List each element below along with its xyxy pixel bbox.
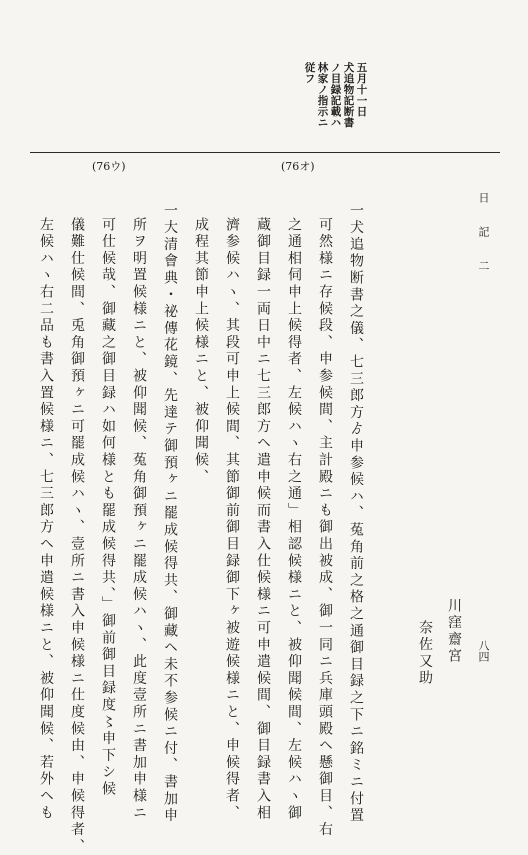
folio-marker-76u: (76ウ) — [92, 160, 126, 173]
body-line-10: 儀難仕候間、兎角御預ヶニ可罷成候ハヽ、壹所ニ書入申候様ニ仕度候由、申候得者、 — [69, 217, 85, 855]
body-line-5: 濟参候ハヽ、其段可申上候間、其節御前御目録御下ヶ被遊候様ニと、申候得者、 — [224, 217, 240, 822]
headnote-col-1: 五月十一日 — [355, 62, 368, 117]
body-line-2: 可然様ニ存候段、申参候間、主計殿ニも御出被成、御一同ニ兵庫頭殿ヘ懸御目、右 — [317, 217, 333, 839]
body-line-1: 一犬追物断書之儀、七三郎方ゟ申参候ハ、菟角前之格之通御目録之下ニ銘ミニ付置 — [348, 203, 364, 825]
body-line-8: 所ヲ明置候様ニと、被仰聞候、菟角御預ヶニ罷成候ハヽ、此度壹所ニ書加申様ニ — [131, 217, 147, 822]
page-number: 八四 — [477, 640, 490, 662]
body-line-11: 左候ハヽ右二品も書入置候様ニ、七三郎方ヘ申遣候様ニと、被仰聞候、若外ヘも — [38, 217, 54, 822]
headnote-col-4: 林家ノ指示ニ — [316, 62, 329, 128]
body-line-4: 蔵御目録一両日中ニ七三郎方ヘ遣申候而書入仕候様ニ可申遣候間、御目録書入相 — [255, 217, 271, 822]
body-line-3: 之通相伺申上候得者、左候ハヽ右之通」相認候様ニと、被仰聞候間、左候ハヽ御 — [286, 217, 302, 822]
running-head: 日 記 二 — [477, 192, 490, 277]
author-kawakubo: 川窪齋宮 — [446, 598, 462, 666]
author-nasa: 奈佐又助 — [417, 620, 433, 688]
body-line-9: 可仕候哉、御藏之御目録ハ如何様とも罷成候得共、」御前御目録度〻申下シ候 — [100, 217, 116, 798]
body-line-6: 成程其節申上候様ニと、被仰聞候、 — [193, 217, 209, 486]
headnote-col-5: 従フ — [303, 62, 316, 84]
folio-marker-76o: (76オ) — [281, 160, 315, 173]
headnote-col-2: 犬追物記断書 — [342, 62, 355, 128]
headnote-col-3: ノ目録記載ハ — [329, 62, 342, 128]
header-rule — [30, 152, 500, 153]
body-line-7: 一大清會典・祕傳花鏡、先達テ御預ヶニ罷成候得共、御藏ヘ未不参候ニ付、書加申 — [162, 203, 178, 825]
